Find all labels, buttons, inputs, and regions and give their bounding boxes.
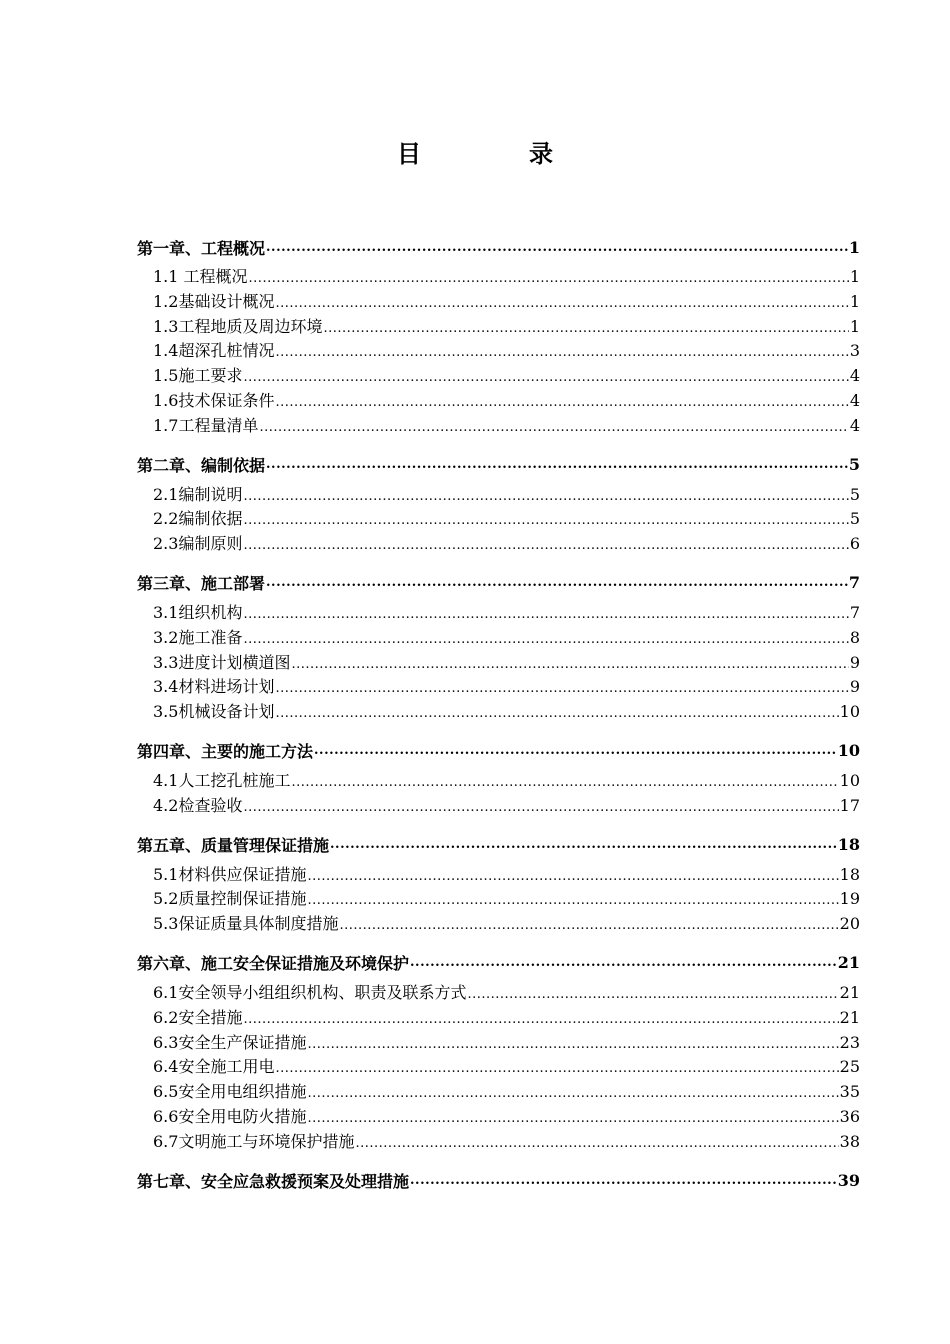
toc-entry-label: 第二章、编制依据 <box>137 456 266 476</box>
toc-section-entry[interactable] <box>137 1104 860 1129</box>
toc-section-entry[interactable] <box>137 650 860 675</box>
toc-entry-label: 3.5机械设备计划 <box>153 702 275 722</box>
toc-entry-label: 4.2检查验收 <box>153 795 243 815</box>
toc-title: 目 录 <box>397 139 595 168</box>
toc-chapter-entry[interactable] <box>137 230 860 264</box>
toc-entry-label: 第六章、施工安全保证措施及环境保护 <box>137 954 410 974</box>
toc-entry-label: 3.3进度计划横道图 <box>153 652 291 672</box>
toc-entry-label: 6.6安全用电防火措施 <box>153 1106 307 1126</box>
toc-section-entry[interactable] <box>137 363 860 388</box>
toc-dot-leader <box>275 681 848 696</box>
toc-dot-leader <box>243 800 838 815</box>
toc-dot-leader <box>307 869 838 884</box>
toc-page-number: 1 <box>848 237 860 257</box>
toc-section-entry[interactable] <box>137 1129 860 1154</box>
toc-dot-leader <box>275 706 838 721</box>
toc-page-number: 21 <box>837 953 860 973</box>
toc-dot-leader <box>339 918 838 933</box>
toc-section-entry[interactable] <box>137 482 860 507</box>
toc-page-number: 20 <box>839 914 860 934</box>
toc-entry-label: 5.3保证质量具体制度措施 <box>153 914 339 934</box>
toc-entry-label: 6.3安全生产保证措施 <box>153 1032 307 1052</box>
toc-section-entry[interactable] <box>137 886 860 911</box>
toc-page-number: 1 <box>849 267 860 286</box>
toc-entry-label: 6.2安全措施 <box>153 1007 243 1027</box>
toc-page-number: 4 <box>849 415 860 435</box>
toc-entry-label: 1.2基础设计概况 <box>153 291 275 311</box>
toc-entry-label: 6.5安全用电组织措施 <box>153 1082 307 1102</box>
toc-dot-leader <box>243 370 848 385</box>
toc-dot-leader <box>410 1173 837 1188</box>
toc-page-number: 7 <box>849 602 860 622</box>
toc-page-number: 38 <box>839 1131 860 1151</box>
toc-entry-label: 6.1安全领导小组组织机构、职责及联系方式 <box>153 982 467 1002</box>
toc-section-entry[interactable] <box>137 1005 860 1030</box>
toc-entry-label: 6.7文明施工与环境保护措施 <box>153 1131 355 1151</box>
toc-page-number: 9 <box>849 652 860 672</box>
toc-dot-leader <box>410 955 837 970</box>
toc-page-number: 18 <box>837 835 860 855</box>
toc-entry-label: 4.1人工挖孔桩施工 <box>153 770 291 790</box>
toc-page-number: 25 <box>839 1057 860 1077</box>
toc-dot-leader <box>275 296 848 311</box>
toc-dot-leader <box>243 1012 838 1027</box>
toc-page-number: 6 <box>849 534 860 554</box>
toc-chapter-entry[interactable] <box>137 946 860 980</box>
toc-dot-leader <box>266 457 848 472</box>
toc-section-entry[interactable] <box>137 980 860 1005</box>
toc-dot-leader <box>243 632 848 647</box>
toc-entry-label: 2.1编制说明 <box>153 484 243 504</box>
toc-entry-label: 6.4安全施工用电 <box>153 1057 275 1077</box>
toc-entry-label: 1.6技术保证条件 <box>153 390 275 410</box>
toc-entry-label: 1.5施工要求 <box>153 366 243 386</box>
toc-page-number: 10 <box>837 741 860 761</box>
toc-page-number: 5 <box>849 509 860 529</box>
toc-section-entry[interactable] <box>137 531 860 556</box>
toc-dot-leader <box>249 271 849 286</box>
toc-section-entry[interactable] <box>137 388 860 413</box>
toc-page-number: 36 <box>839 1106 860 1126</box>
toc-entry-label: 2.2编制依据 <box>153 509 243 529</box>
toc-section-entry[interactable] <box>137 1030 860 1055</box>
toc-entry-label: 1.7工程量清单 <box>153 415 259 435</box>
toc-dot-leader <box>243 489 848 504</box>
toc-section-entry[interactable] <box>137 911 860 936</box>
toc-entry-label: 第五章、质量管理保证措施 <box>137 836 330 856</box>
toc-section-entry[interactable] <box>137 793 860 818</box>
toc-dot-leader <box>355 1136 838 1151</box>
toc-dot-leader <box>307 1037 838 1052</box>
toc-section-entry[interactable] <box>137 768 860 793</box>
toc-page-number: 23 <box>839 1032 860 1052</box>
toc-entry-label: 5.1材料供应保证措施 <box>153 864 307 884</box>
toc-dot-leader <box>275 345 848 360</box>
toc-section-entry[interactable] <box>137 1079 860 1104</box>
toc-page-number: 7 <box>848 573 860 593</box>
toc-section-entry[interactable] <box>137 413 860 438</box>
toc-section-entry[interactable] <box>137 699 860 724</box>
toc-entry-label: 第四章、主要的施工方法 <box>137 742 314 762</box>
toc-page-number: 8 <box>849 627 860 647</box>
toc-chapter-entry[interactable] <box>137 448 860 482</box>
toc-page-number: 1 <box>849 291 860 311</box>
toc-dot-leader <box>266 575 848 590</box>
toc-entry-label: 3.2施工准备 <box>153 627 243 647</box>
toc-dot-leader <box>291 775 838 790</box>
toc-entry-label: 1.3工程地质及周边环境 <box>153 316 323 336</box>
toc-section-entry[interactable] <box>137 674 860 699</box>
toc-page-number: 5 <box>849 484 860 504</box>
toc-page-number: 4 <box>849 366 860 386</box>
toc-entry-label: 3.4材料进场计划 <box>153 677 275 697</box>
toc-page-number: 4 <box>849 390 860 410</box>
toc-dot-leader <box>467 987 838 1002</box>
toc-section-entry[interactable] <box>137 625 860 650</box>
toc-entry-label: 第三章、施工部署 <box>137 574 266 594</box>
toc-entry-label: 5.2质量控制保证措施 <box>153 889 307 909</box>
toc-dot-leader <box>330 837 837 852</box>
toc-entry-label: 1.1 工程概况 <box>153 267 248 286</box>
toc-chapter-entry[interactable] <box>137 566 860 600</box>
toc-section-entry[interactable] <box>137 862 860 887</box>
toc-chapter-entry[interactable] <box>137 1164 860 1198</box>
toc-chapter-entry[interactable] <box>137 828 860 862</box>
toc-dot-leader <box>243 513 848 528</box>
toc-entry-label: 第一章、工程概况 <box>137 238 266 258</box>
toc-section-entry[interactable] <box>137 506 860 531</box>
toc-page-number: 19 <box>839 889 860 909</box>
toc-page-number: 18 <box>839 864 860 884</box>
toc-entry-label: 2.3编制原则 <box>153 534 243 554</box>
toc-section-entry[interactable] <box>137 314 860 339</box>
toc-entry-label: 第七章、安全应急救援预案及处理措施 <box>137 1172 410 1192</box>
toc-dot-leader <box>314 743 837 758</box>
toc-entry-label: 1.4超深孔桩情况 <box>153 341 275 361</box>
toc-dot-leader <box>307 893 838 908</box>
toc-page-number: 10 <box>839 702 860 722</box>
toc-dot-leader <box>291 657 848 672</box>
toc-dot-leader <box>323 321 848 336</box>
toc-page-number: 3 <box>849 341 860 361</box>
toc-page-number: 10 <box>839 770 860 790</box>
toc-dot-leader <box>275 1061 838 1076</box>
toc-chapter-entry[interactable] <box>137 734 860 768</box>
toc-dot-leader <box>243 538 848 553</box>
toc-dot-leader <box>259 420 848 435</box>
table-of-contents <box>137 230 860 1198</box>
toc-page-number: 39 <box>837 1171 860 1191</box>
toc-section-entry[interactable] <box>137 264 860 289</box>
toc-section-entry[interactable] <box>137 289 860 314</box>
toc-section-entry[interactable] <box>137 600 860 625</box>
toc-dot-leader <box>275 395 848 410</box>
toc-dot-leader <box>266 240 848 255</box>
toc-page-number: 35 <box>839 1082 860 1102</box>
toc-section-entry[interactable] <box>137 1054 860 1079</box>
toc-dot-leader <box>307 1111 838 1126</box>
toc-page-number: 1 <box>849 316 860 336</box>
toc-page-number: 5 <box>848 455 860 475</box>
toc-dot-leader <box>307 1086 838 1101</box>
toc-dot-leader <box>243 607 848 622</box>
toc-page-number: 17 <box>839 795 860 815</box>
toc-page-number: 21 <box>839 1007 860 1027</box>
toc-page-number: 9 <box>849 677 860 697</box>
toc-page-number: 21 <box>839 982 860 1002</box>
toc-entry-label: 3.1组织机构 <box>153 602 243 622</box>
toc-section-entry[interactable] <box>137 338 860 363</box>
